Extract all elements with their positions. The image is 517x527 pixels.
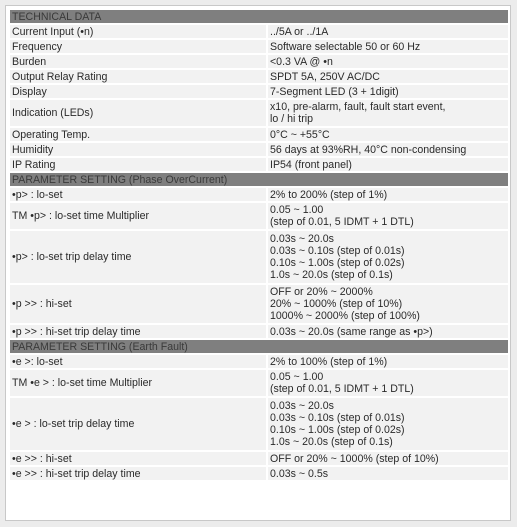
row-label: •p> : lo-set bbox=[10, 188, 266, 201]
value-line: 0.03s ~ 0.10s (step of 0.01s) bbox=[270, 245, 405, 257]
row-value bbox=[268, 188, 508, 201]
table-row bbox=[10, 231, 508, 283]
table-row bbox=[10, 158, 508, 171]
value-line: 0.03s ~ 20.0s (same range as •p>) bbox=[270, 325, 433, 338]
row-value bbox=[268, 231, 508, 283]
value-line: 0.10s ~ 1.00s (step of 0.02s) bbox=[270, 424, 405, 436]
value-line: 0°C ~ +55°C bbox=[270, 128, 330, 141]
value-line: Software selectable 50 or 60 Hz bbox=[270, 40, 421, 53]
value-line: SPDT 5A, 250V AC/DC bbox=[270, 70, 380, 83]
row-label: Burden bbox=[10, 55, 266, 68]
table-row bbox=[10, 452, 508, 465]
value-line: x10, pre-alarm, fault, fault start event, bbox=[270, 101, 446, 113]
table-row bbox=[10, 370, 508, 396]
value-line: 20% ~ 1000% (step of 10%) bbox=[270, 298, 403, 310]
row-value bbox=[268, 128, 508, 141]
row-label: Frequency bbox=[10, 40, 266, 53]
row-label: •e >> : hi-set trip delay time bbox=[10, 467, 266, 480]
value-line: 0.03s ~ 20.0s bbox=[270, 400, 334, 412]
value-line: ../5A or ../1A bbox=[270, 25, 329, 38]
table-row bbox=[10, 285, 508, 323]
table-row bbox=[10, 143, 508, 156]
row-label: Indication (LEDs) bbox=[10, 100, 266, 126]
table-row bbox=[10, 325, 508, 338]
table-row bbox=[10, 203, 508, 229]
section-header bbox=[10, 340, 508, 353]
row-value bbox=[268, 203, 508, 229]
section-title: PARAMETER SETTING (Phase OverCurrent) bbox=[10, 173, 508, 186]
row-label: •p> : lo-set trip delay time bbox=[10, 231, 266, 283]
row-value bbox=[268, 325, 508, 338]
row-value bbox=[268, 70, 508, 83]
row-value bbox=[268, 25, 508, 38]
value-line: (step of 0.01, 5 IDMT + 1 DTL) bbox=[270, 216, 414, 228]
value-line: 1000% ~ 2000% (step of 100%) bbox=[270, 310, 420, 322]
table-row bbox=[10, 128, 508, 141]
section-title: PARAMETER SETTING (Earth Fault) bbox=[10, 340, 508, 353]
value-line: 0.03s ~ 0.10s (step of 0.01s) bbox=[270, 412, 405, 424]
value-line: 1.0s ~ 20.0s (step of 0.1s) bbox=[270, 269, 393, 281]
row-label: Operating Temp. bbox=[10, 128, 266, 141]
value-line: 1.0s ~ 20.0s (step of 0.1s) bbox=[270, 436, 393, 448]
row-label: •e >: lo-set bbox=[10, 355, 266, 368]
table-row bbox=[10, 85, 508, 98]
table-row bbox=[10, 100, 508, 126]
table-row bbox=[10, 188, 508, 201]
row-value bbox=[268, 452, 508, 465]
row-value bbox=[268, 467, 508, 480]
value-line: IP54 (front panel) bbox=[270, 158, 352, 171]
row-label: •e > : lo-set trip delay time bbox=[10, 398, 266, 450]
row-value bbox=[268, 55, 508, 68]
row-label: •p >> : hi-set trip delay time bbox=[10, 325, 266, 338]
value-line: 2% to 100% (step of 1%) bbox=[270, 355, 388, 368]
value-line: (step of 0.01, 5 IDMT + 1 DTL) bbox=[270, 383, 414, 395]
table-row bbox=[10, 398, 508, 450]
spec-panel bbox=[5, 5, 511, 521]
table-row bbox=[10, 55, 508, 68]
value-line: 7-Segment LED (3 + 1digit) bbox=[270, 85, 399, 98]
row-label: TM •e > : lo-set time Multiplier bbox=[10, 370, 266, 396]
value-line: 0.10s ~ 1.00s (step of 0.02s) bbox=[270, 257, 405, 269]
section-title: TECHNICAL DATA bbox=[10, 10, 508, 23]
row-label: Current Input (•n) bbox=[10, 25, 266, 38]
spec-table bbox=[8, 8, 510, 482]
row-value bbox=[268, 85, 508, 98]
row-value bbox=[268, 40, 508, 53]
section-header bbox=[10, 173, 508, 186]
row-value bbox=[268, 355, 508, 368]
row-value bbox=[268, 143, 508, 156]
row-label: TM •p> : lo-set time Multiplier bbox=[10, 203, 266, 229]
row-label: Output Relay Rating bbox=[10, 70, 266, 83]
table-row bbox=[10, 25, 508, 38]
value-line: 2% to 200% (step of 1%) bbox=[270, 188, 388, 201]
value-line: 56 days at 93%RH, 40°C non-condensing bbox=[270, 143, 467, 156]
row-value bbox=[268, 158, 508, 171]
table-row bbox=[10, 40, 508, 53]
row-label: IP Rating bbox=[10, 158, 266, 171]
row-label: •e >> : hi-set bbox=[10, 452, 266, 465]
row-value bbox=[268, 100, 508, 126]
value-line: 0.03s ~ 0.5s bbox=[270, 467, 329, 480]
row-value bbox=[268, 285, 508, 323]
value-line: lo / hi trip bbox=[270, 113, 313, 125]
value-line: 0.05 ~ 1.00 bbox=[270, 204, 324, 216]
section-header bbox=[10, 10, 508, 23]
value-line: <0.3 VA @ •n bbox=[270, 55, 333, 68]
value-line: OFF or 20% ~ 2000% bbox=[270, 286, 373, 298]
row-label: •p >> : hi-set bbox=[10, 285, 266, 323]
value-line: OFF or 20% ~ 1000% (step of 10%) bbox=[270, 452, 439, 465]
table-row bbox=[10, 70, 508, 83]
table-row bbox=[10, 467, 508, 480]
value-line: 0.05 ~ 1.00 bbox=[270, 371, 324, 383]
table-row bbox=[10, 355, 508, 368]
row-value bbox=[268, 398, 508, 450]
row-label: Display bbox=[10, 85, 266, 98]
row-label: Humidity bbox=[10, 143, 266, 156]
row-value bbox=[268, 370, 508, 396]
value-line: 0.03s ~ 20.0s bbox=[270, 233, 334, 245]
